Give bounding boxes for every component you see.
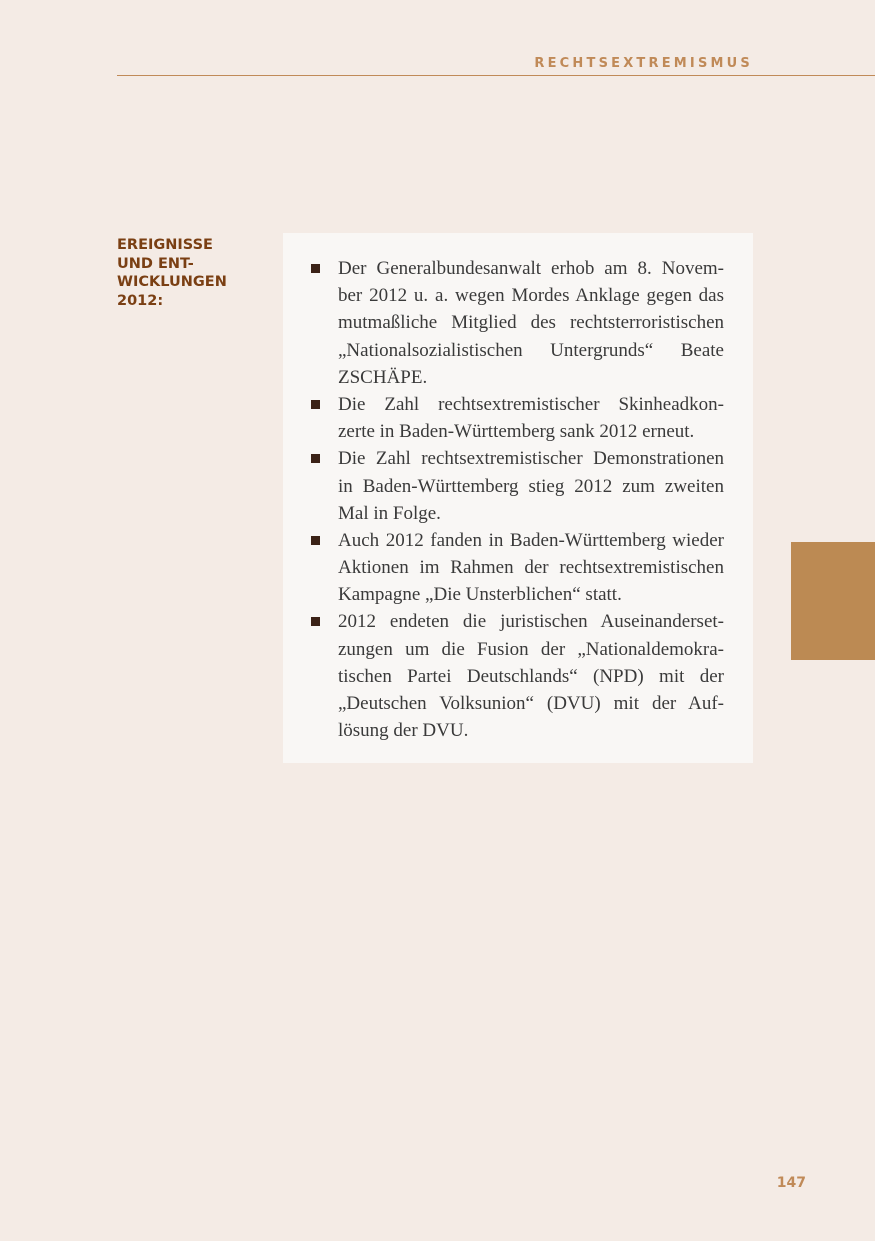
event-line: Die Zahl rechtsextremistischer Demonstrationen [338,448,724,470]
section-side-heading [117,236,267,310]
event-item [338,391,724,445]
header-rule [117,75,875,76]
event-line: in Baden-Württemberg stieg 2012 zum zweiten [338,475,724,497]
square-bullet-icon [311,617,320,626]
events-list [283,233,753,744]
event-line: Aktionen im Rahmen der rechtsextremistischen [338,557,724,579]
event-line: Auch 2012 fanden in Baden-Württemberg wieder [338,529,724,551]
events-box [283,233,753,763]
page-number: 147 [776,1175,806,1191]
event-line: Kampagne „Die Unsterblichen“ statt. [338,584,622,606]
event-line: ber 2012 u. a. wegen Mordes Anklage gegen das [338,285,724,307]
square-bullet-icon [311,454,320,463]
square-bullet-icon [311,400,320,409]
square-bullet-icon [311,536,320,545]
event-line: 2012 endeten die juristischen Auseinanderset- [338,611,724,633]
event-line: tischen Partei Deutschlands“ (NPD) mit der [338,665,724,687]
event-line: lösung der DVU. [338,720,469,742]
side-heading-line: WICKLUNGEN [117,274,227,290]
side-heading-line: 2012: [117,292,164,309]
event-line: „Deutschen Volksunion“ (DVU) mit der Auf- [338,693,724,714]
event-line: Mal in Folge. [338,502,441,524]
running-head: RECHTSEXTREMISMUS [534,56,753,71]
event-item [338,527,724,609]
event-line: zungen um die Fusion der „Nationaldemokra- [338,638,724,660]
event-line: mutmaßliche Mitglied des rechtsterroristischen [338,312,724,334]
event-item [338,608,724,744]
event-item [338,445,724,527]
event-line: ZSCHÄPE. [338,366,428,388]
event-line: Die Zahl rechtsextremistischer Skinheadkon- [338,393,724,415]
chapter-side-tab [791,542,875,660]
event-line: „Nationalsozialistischen Untergrunds“ Beate [338,339,724,361]
side-heading-line: UND ENT- [117,255,194,272]
event-line: zerte in Baden-Württemberg sank 2012 erneut. [338,421,695,443]
event-line: Der Generalbundesanwalt erhob am 8. Novem- [338,258,724,279]
side-heading-line: EREIGNISSE [117,237,213,253]
square-bullet-icon [311,264,320,273]
event-item [338,255,724,391]
